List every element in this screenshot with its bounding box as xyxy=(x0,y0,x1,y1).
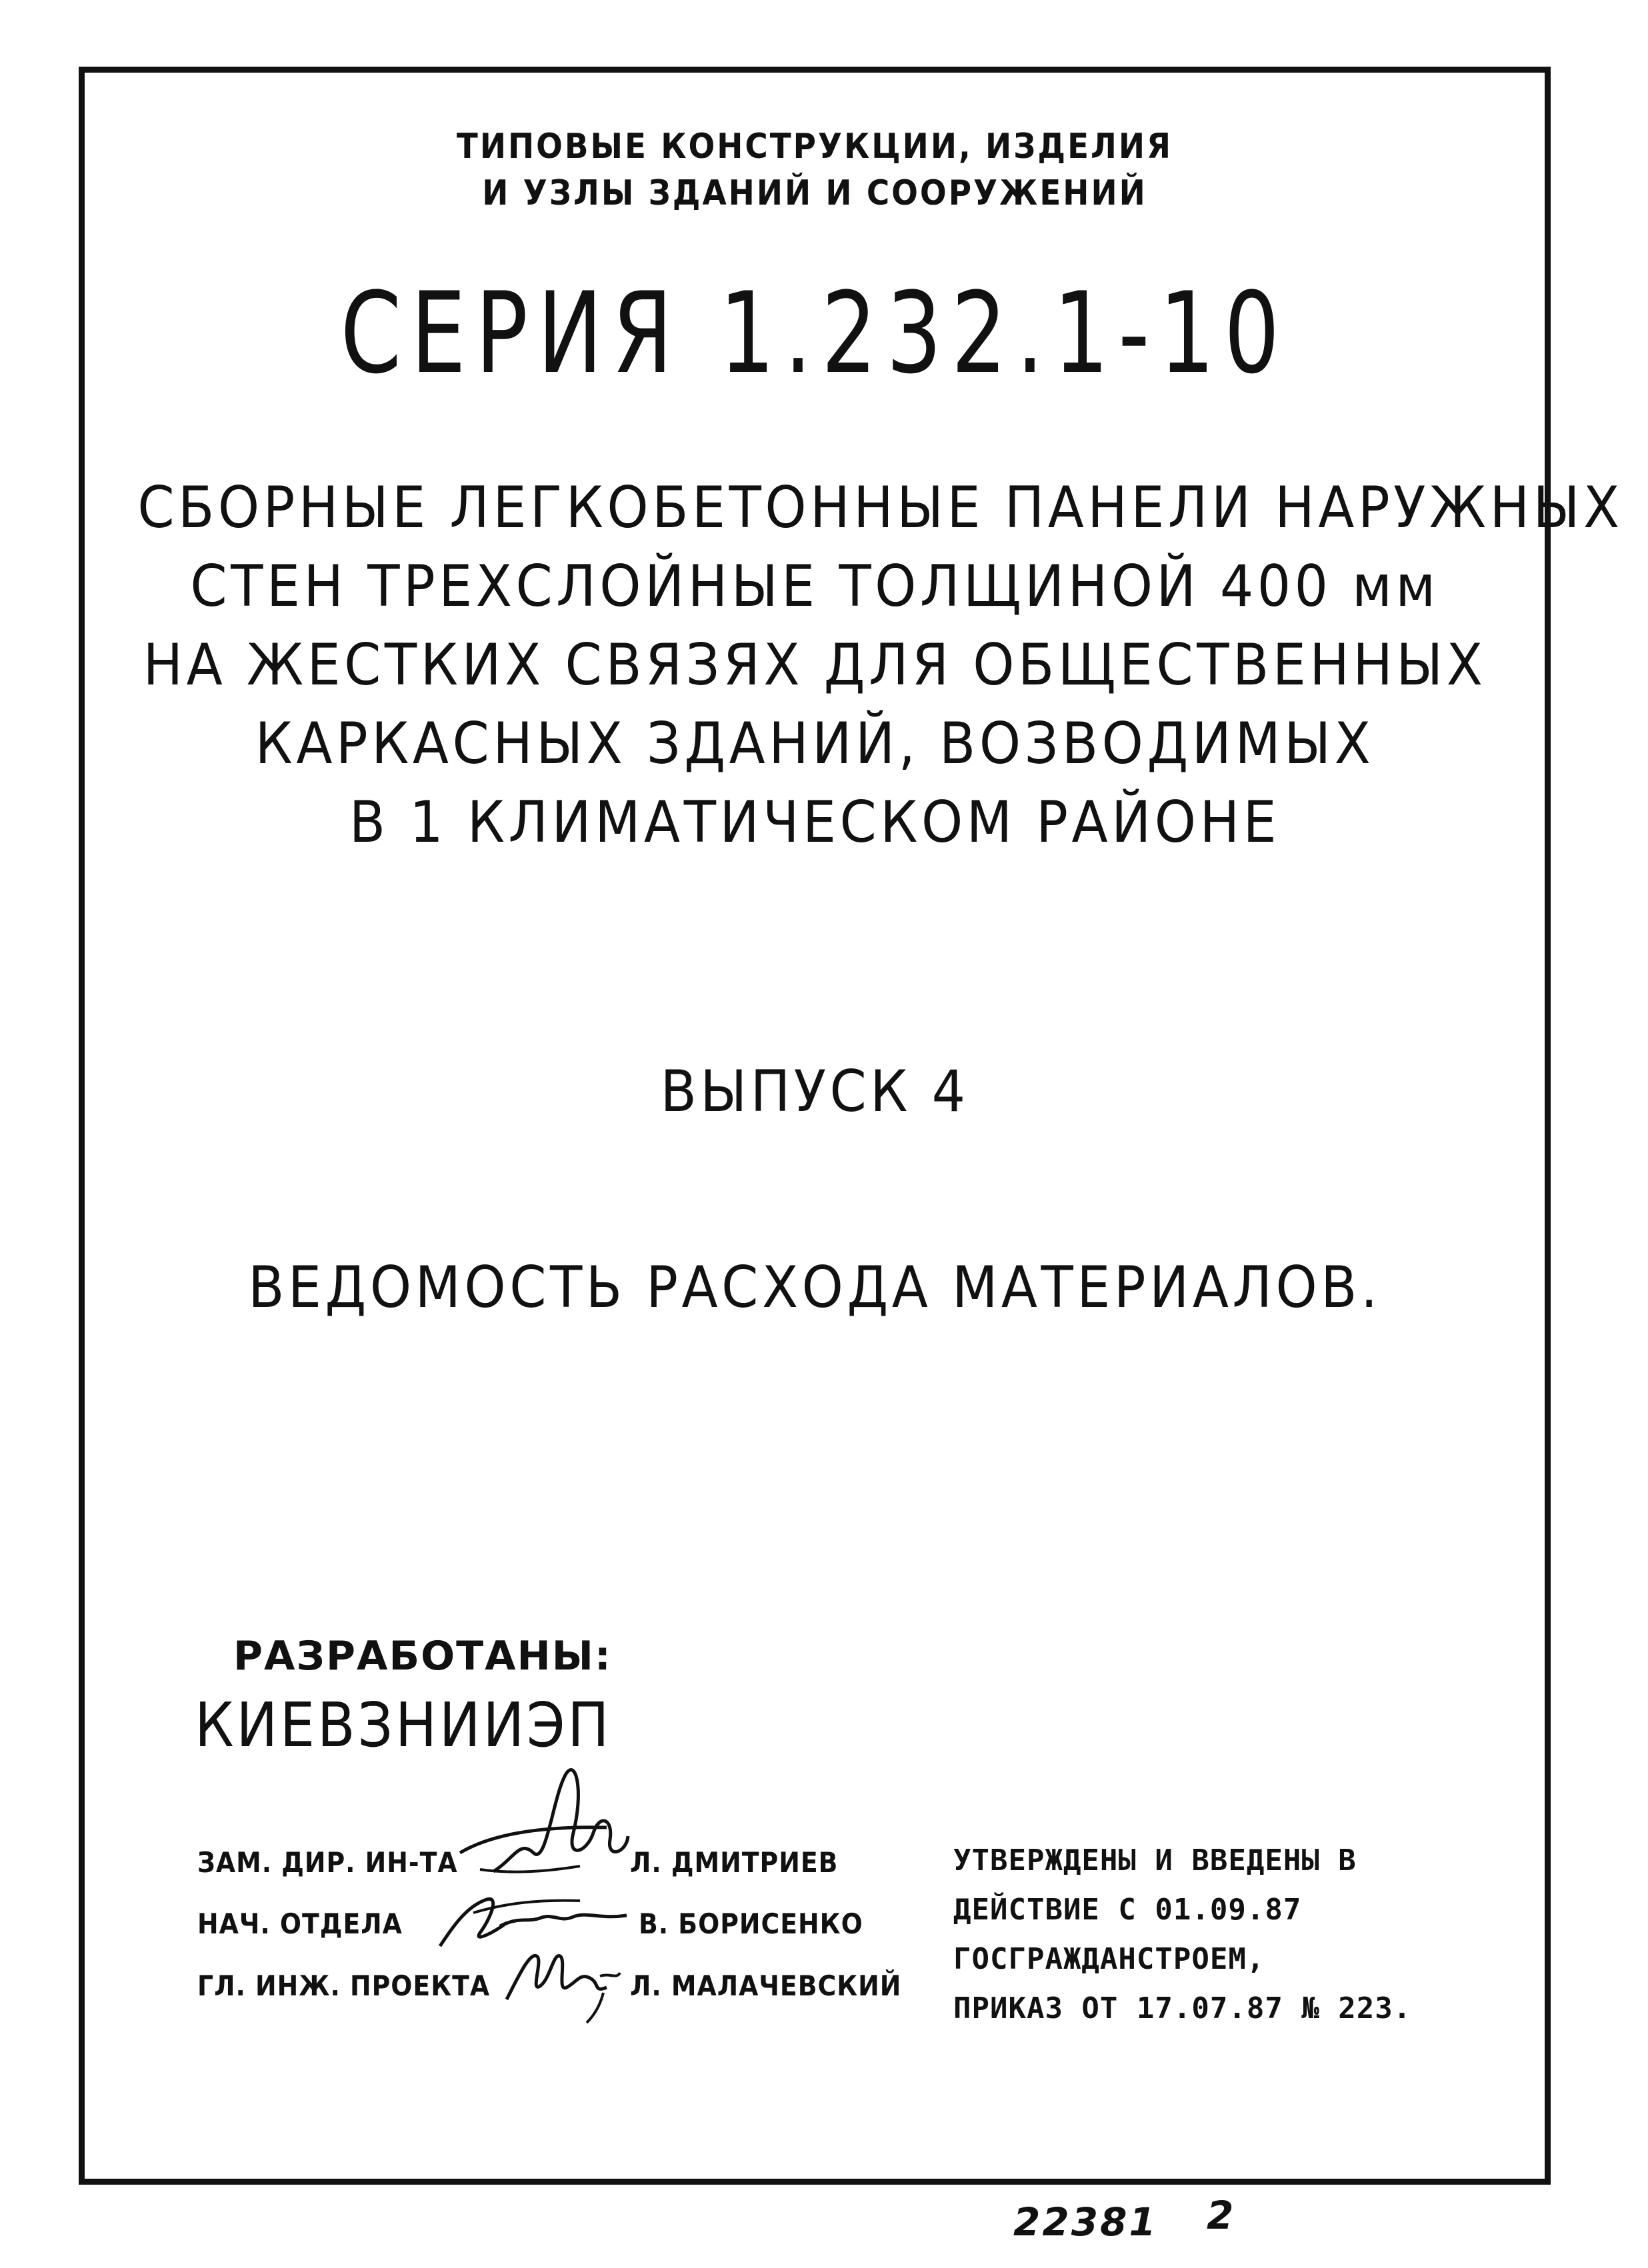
signatory-position-2: НАЧ. ОТДЕЛА xyxy=(197,1907,403,1940)
title-line-3: НА ЖЕСТКИХ СВЯЗЯХ ДЛЯ ОБЩЕСТВЕННЫХ xyxy=(143,632,1487,698)
title-line-4: КАРКАСНЫХ ЗДАНИЙ, ВОЗВОДИМЫХ xyxy=(255,710,1375,777)
issue-number: ВЫПУСК 4 xyxy=(660,1058,969,1125)
footer-document-number: 22381 xyxy=(1013,2199,1158,2245)
header-line-1: ТИПОВЫЕ КОНСТРУКЦИИ, ИЗДЕЛИЯ xyxy=(456,127,1173,167)
title-line-5: В 1 КЛИМАТИЧЕСКОМ РАЙОНЕ xyxy=(349,789,1281,856)
approval-line-2: ДЕЙСТВИЕ С 01.09.87 xyxy=(953,1893,1302,1927)
signatory-name-1: Л. ДМИТРИЕВ xyxy=(630,1846,839,1879)
series-title: СЕРИЯ 1.232.1-10 xyxy=(340,268,1289,399)
developer-organization: КИЕВЗНИИЭП xyxy=(195,1690,612,1761)
header-line-2: И УЗЛЫ ЗДАНИЙ И СООРУЖЕНИЙ xyxy=(482,173,1147,213)
footer-page-number: 2 xyxy=(1207,2193,1236,2238)
signatory-position-3: ГЛ. ИНЖ. ПРОЕКТА xyxy=(197,1969,491,2002)
signature-dmitriev-icon xyxy=(453,1753,653,1886)
signatory-name-2: В. БОРИСЕНКО xyxy=(639,1907,863,1940)
document-subject: ВЕДОМОСТЬ РАСХОДА МАТЕРИАЛОВ. xyxy=(248,1254,1381,1321)
approval-line-3: ГОСГРАЖДАНСТРОЕМ, xyxy=(953,1942,1265,1976)
title-line-1: СБОРНЫЕ ЛЕГКОБЕТОННЫЕ ПАНЕЛИ НАРУЖНЫХ xyxy=(137,475,1623,541)
signatory-position-1: ЗАМ. ДИР. ИН-ТА xyxy=(197,1846,458,1879)
approval-line-4: ПРИКАЗ ОТ 17.07.87 № 223. xyxy=(953,1991,1412,2025)
approval-line-1: УТВЕРЖДЕНЫ И ВВЕДЕНЫ В xyxy=(953,1843,1357,1877)
developed-label: РАЗРАБОТАНЫ: xyxy=(233,1633,612,1680)
signatory-name-3: Л. МАЛАЧЕВСКИЙ xyxy=(630,1969,902,2002)
title-line-2: СТЕН ТРЕХСЛОЙНЫЕ ТОЛЩИНОЙ 400 мм xyxy=(190,553,1439,620)
signature-malachevsky-icon xyxy=(500,1939,633,2026)
